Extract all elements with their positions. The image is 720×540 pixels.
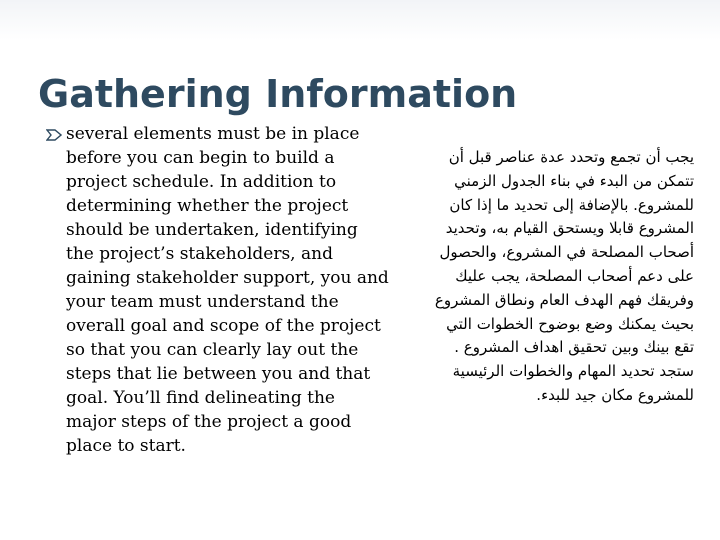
slide-title: Gathering Information — [38, 72, 518, 116]
arabic-line: وفريقك فهم الهدف العام ونطاق المشروع — [434, 290, 694, 309]
english-line: place to start. — [66, 436, 186, 456]
arabic-line: المشروع قابلا ويستحق القيام به، وتحديد — [445, 219, 694, 238]
english-line: several elements must be in place — [66, 124, 360, 144]
arabic-line: يجب أن تجمع وتحدد عدة عناصر قبل أن — [448, 148, 694, 166]
english-line: should be undertaken, identifying — [66, 220, 358, 240]
english-line: before you can begin to build a — [66, 148, 335, 168]
english-line: project schedule. In addition to — [66, 172, 337, 192]
english-line: major steps of the project a good — [66, 412, 352, 432]
arabic-line: أصحاب المصلحة في المشروع، والحصول — [439, 243, 694, 262]
english-paragraph — [66, 122, 396, 458]
english-line: the project’s stakeholders, and — [66, 244, 333, 264]
slide-header-band — [0, 0, 720, 40]
arabic-line: تتمكن من البدء في بناء الجدول الزمني — [454, 171, 694, 190]
english-line: gaining stakeholder support, you and — [66, 268, 389, 288]
arabic-paragraph — [418, 146, 694, 408]
arabic-line: للمشروع. بالإضافة إلى تحديد ما إذا كان — [449, 195, 694, 214]
english-line: determining whether the project — [66, 196, 349, 216]
arabic-line: ستجد تحديد المهام والخطوات الرئيسية — [452, 362, 694, 381]
arabic-line: تقع بينك وبين تحقيق اهداف المشروع . — [454, 338, 694, 357]
bullet-arrow-icon — [46, 128, 62, 140]
arabic-line: للمشروع مكان جيد للبدء. — [536, 385, 694, 404]
english-line: steps that lie between you and that — [66, 364, 371, 384]
bullet-arrow-svg — [46, 129, 62, 141]
english-line: so that you can clearly lay out the — [66, 340, 359, 360]
english-line: goal. You’ll find delineating the — [66, 388, 335, 408]
arabic-line: بحيث يمكنك وضع بوضوح الخطوات التي — [446, 314, 694, 333]
arabic-line: على دعم أصحاب المصلحة، يجب عليك — [455, 266, 694, 285]
english-line: overall goal and scope of the project — [66, 316, 381, 336]
english-line: your team must understand the — [66, 292, 339, 312]
